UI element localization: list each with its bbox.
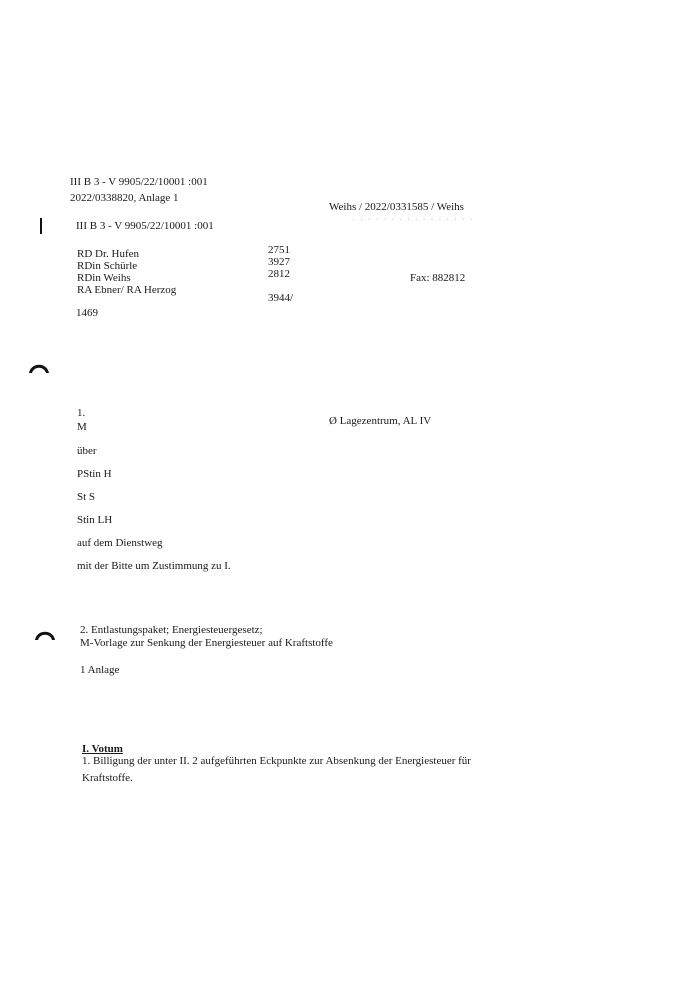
contact-number: 2751 [268, 244, 290, 256]
punch-hole-mark [33, 625, 57, 641]
cc-recipient: Ø Lagezentrum, AL IV [329, 415, 432, 427]
votum-text-line-1: 1. Billigung der unter II. 2 aufgeführten Eckpunkte zur Absenkung der Energiesteuer für [82, 755, 471, 767]
subject-line-1: 2. Entlastungspaket; Energiesteuergesetz; [80, 624, 263, 636]
reference-line-2: 2022/0338820, Anlage 1 [70, 192, 179, 204]
reference-line-1: III B 3 - V 9905/22/10001 :001 [70, 176, 208, 188]
right-reference: Weihs / 2022/0331585 / Weihs [329, 201, 464, 213]
contact-number: 2812 [268, 268, 290, 280]
reference-line-3: III B 3 - V 9905/22/10001 :001 [76, 220, 214, 232]
punch-hole-mark [27, 358, 51, 374]
contact-number: 3927 [268, 256, 290, 268]
contact-name: RDin Weihs [77, 272, 131, 284]
contact-name: RA Ebner/ RA Herzog [77, 284, 177, 296]
contact-name: RDin Schürle [77, 260, 138, 272]
via-label: über [77, 445, 97, 457]
routing-step: PStin H [77, 468, 112, 480]
routing-request: mit der Bitte um Zustimmung zu I. [77, 560, 231, 572]
votum-text-line-2: Kraftstoffe. [82, 772, 133, 784]
item-number: 1. [77, 407, 86, 419]
margin-mark [40, 218, 42, 234]
contact-name: RD Dr. Hufen [77, 248, 140, 260]
faint-stamp-text: · · · · · · · · · · · · · · · · [352, 215, 474, 226]
votum-heading: I. Votum [82, 743, 123, 755]
extra-number: 1469 [76, 307, 98, 319]
routing-path: auf dem Dienstweg [77, 537, 163, 549]
fax-number: Fax: 882812 [410, 272, 466, 284]
recipient: M [77, 421, 87, 433]
contact-number: 3944/ [268, 292, 294, 304]
routing-step: St S [77, 491, 96, 503]
attachments-note: 1 Anlage [80, 664, 120, 676]
subject-line-2: M-Vorlage zur Senkung der Energiesteuer auf Kraftstoffe [80, 637, 333, 649]
routing-step: Stin LH [77, 514, 113, 526]
